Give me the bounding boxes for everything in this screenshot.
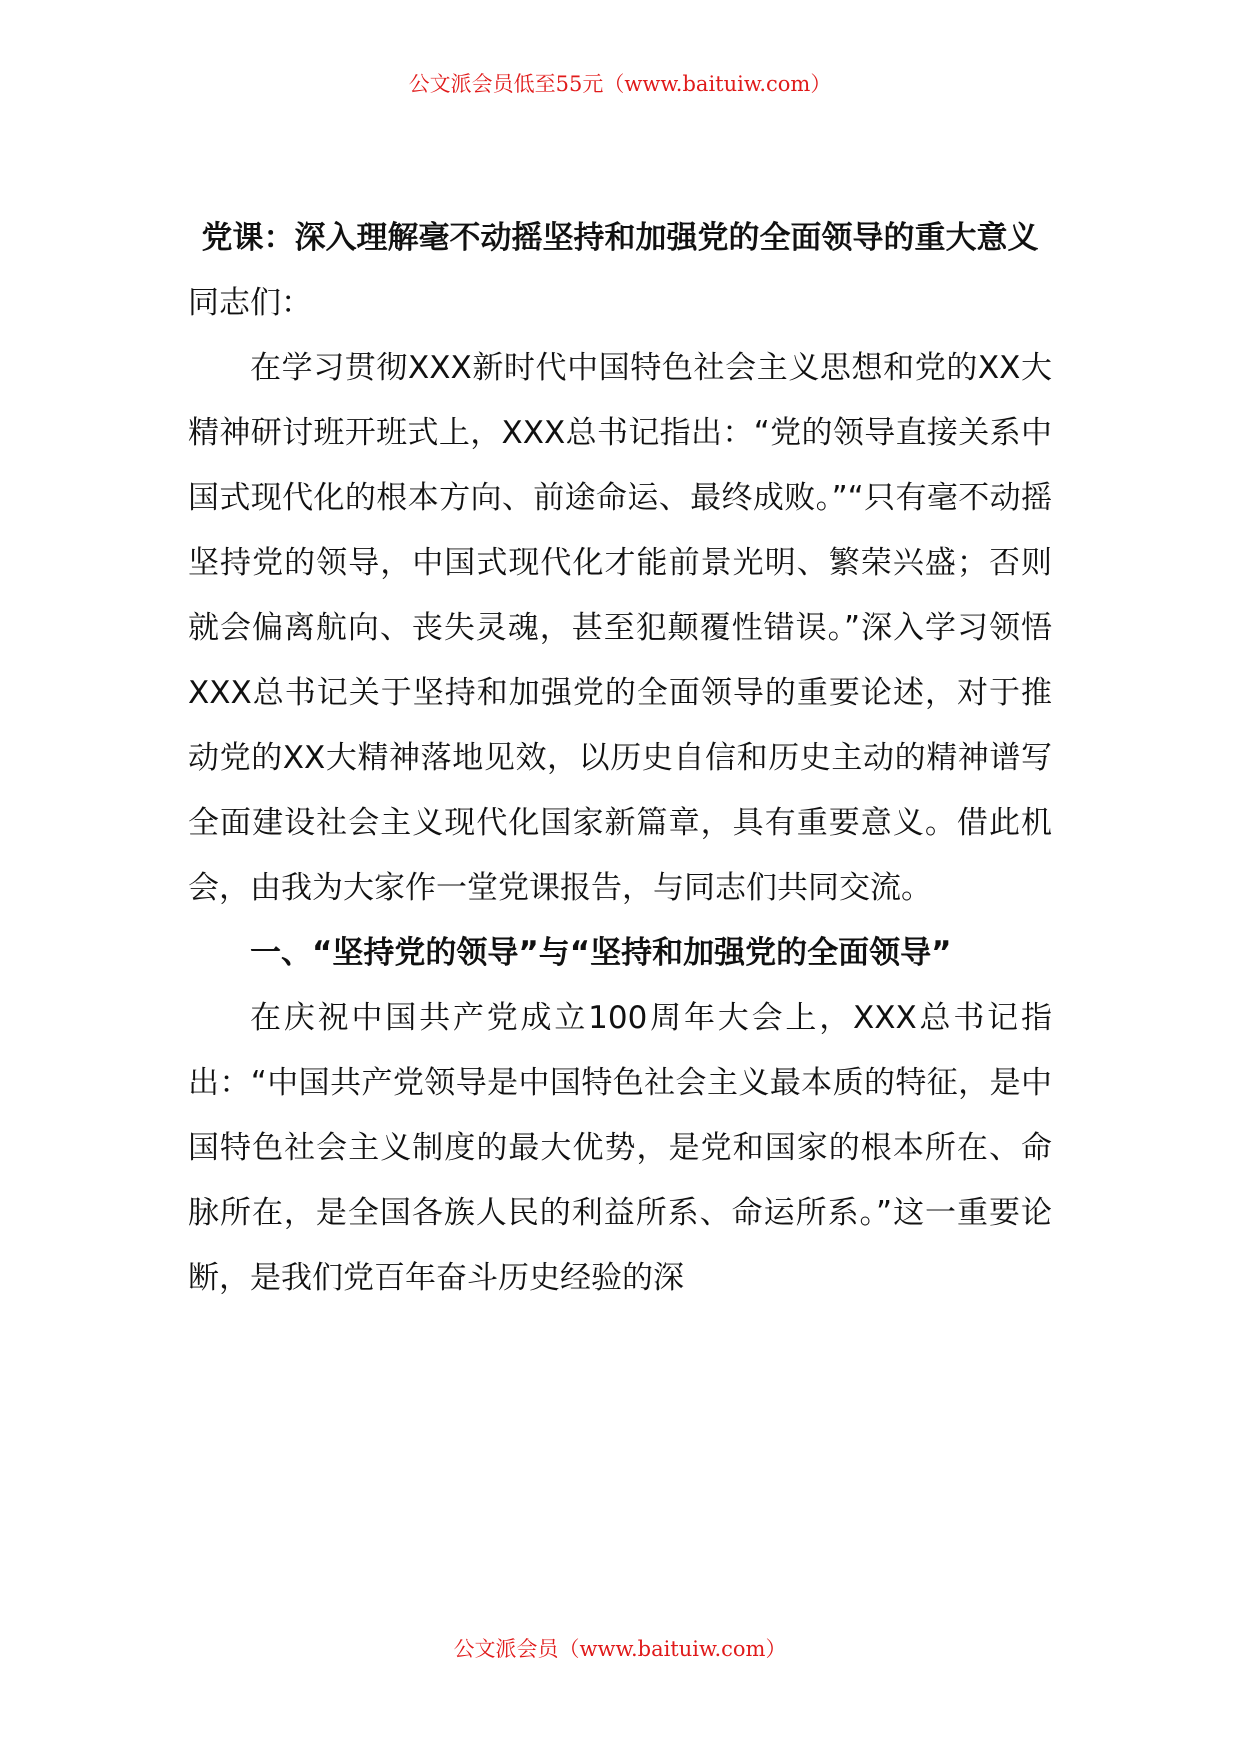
footer-promo-banner[interactable]: 公文派会员（www.baituiw.com） [453, 1637, 787, 1661]
header-promo-banner[interactable]: 公文派会员低至55元（www.baituiw.com） [408, 72, 832, 96]
document-title: 党课：深入理解毫不动摇坚持和加强党的全面领导的重大意义 [201, 220, 1039, 256]
salutation: 同志们： [188, 285, 312, 321]
intro-paragraph: 在学习贯彻XXX新时代中国特色社会主义思想和党的XX大精神研讨班开班式上，XXX总书记指出：“党的领导直接关系中国式现代化的根本方向、前途命运、最终成败。”“只有毫不动摇坚持党的领导，中国式现代化才能前景光明、繁荣兴盛；否则就会偏离航向、丧失灵魂，甚至犯颠覆性错误。”深入学习领悟XXX总书记关于坚持和加强党的全面领导的重要论述，对于推动党的XX大精神落地见效，以历史自信和历史主动的精神谱写全面建设社会主义现代化国家新篇章，具有重要意义。借此机会，由我为大家作一堂党课报告，与同志们共同交流。 [188, 350, 1052, 906]
section-heading-1: 一、“坚持党的领导”与“坚持和加强党的全面领导” [250, 935, 952, 971]
section-1-paragraph: 在庆祝中国共产党成立100周年大会上，XXX总书记指出：“中国共产党领导是中国特色社会主义最本质的特征，是中国特色社会主义制度的最大优势，是党和国家的根本所在、命脉所在，是全国各族人民的利益所系、命运所系。”这一重要论断，是我们党百年奋斗历史经验的深 [188, 1000, 1052, 1296]
document-body [188, 206, 1052, 1311]
